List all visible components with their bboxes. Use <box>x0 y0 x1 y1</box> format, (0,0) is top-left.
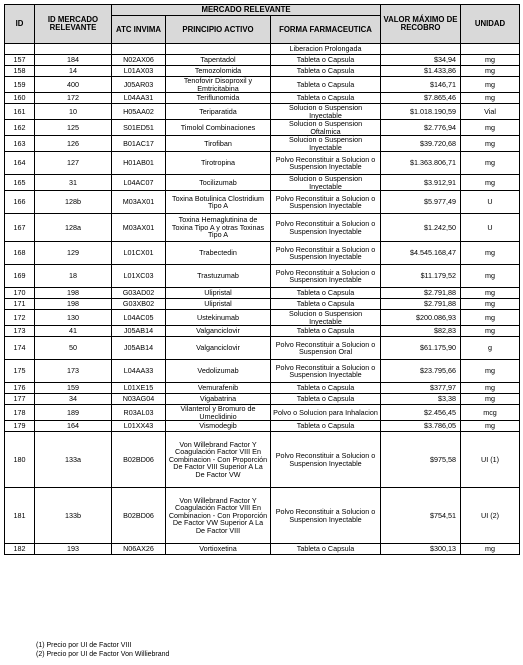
cell-mercado: 184 <box>35 55 112 66</box>
footnote-1: (1) Precio por UI de Factor VIII <box>36 642 132 649</box>
cell-id: 163 <box>5 136 35 152</box>
cell-principio: Tirofiban <box>166 136 271 152</box>
continuation-row <box>5 44 520 55</box>
cell-mercado: 34 <box>35 394 112 405</box>
cell-mercado: 126 <box>35 136 112 152</box>
table-row <box>5 152 520 175</box>
header-valor: VALOR MÁXIMO DE RECOBRO <box>381 5 461 44</box>
price-table <box>4 4 520 555</box>
cell-valor: $23.795,66 <box>381 360 461 383</box>
cell-id: 174 <box>5 337 35 360</box>
table-row <box>5 214 520 242</box>
cell-mercado: 31 <box>35 175 112 191</box>
cell-atc: N06AX26 <box>112 544 166 555</box>
cell-id: 181 <box>5 488 35 544</box>
cell-valor: $11.179,52 <box>381 265 461 288</box>
cell-atc: N02AX06 <box>112 55 166 66</box>
cell-principio: Toxina Hemaglutinina de Toxina Tipo A y otras Toxinas Tipo A <box>166 214 271 242</box>
cell-unidad: Vial <box>461 104 520 120</box>
cell-forma: Solucion o Suspension Inyectable <box>271 104 381 120</box>
table-row <box>5 360 520 383</box>
cell-id: 173 <box>5 326 35 337</box>
cell-unidad: UI (2) <box>461 488 520 544</box>
cell-forma: Solucion o Suspension Oftalmica <box>271 120 381 136</box>
cell-forma: Tableta o Capsula <box>271 326 381 337</box>
cell-atc: L04AA31 <box>112 93 166 104</box>
cell-mercado: 129 <box>35 242 112 265</box>
cell-valor: $61.175,90 <box>381 337 461 360</box>
cell-atc: S01ED51 <box>112 120 166 136</box>
cell-unidad: mg <box>461 299 520 310</box>
cell-id: 157 <box>5 55 35 66</box>
header-id-mercado: ID MERCADO RELEVANTE <box>35 5 112 44</box>
table-row <box>5 326 520 337</box>
cell-unidad: mcg <box>461 405 520 421</box>
header-forma: FORMA FARMACEUTICA <box>271 16 381 44</box>
cell-id: 167 <box>5 214 35 242</box>
cell-unidad: mg <box>461 93 520 104</box>
cell-id: 172 <box>5 310 35 326</box>
cell-principio: Tocilizumab <box>166 175 271 191</box>
cell-id: 165 <box>5 175 35 191</box>
table-row <box>5 242 520 265</box>
cell-forma: Polvo Reconstituir a Solucion o Suspension Inyectable <box>271 214 381 242</box>
cell-unidad: mg <box>461 152 520 175</box>
cell-valor: $2.776,94 <box>381 120 461 136</box>
cell-principio: Ulipristal <box>166 288 271 299</box>
table-row <box>5 299 520 310</box>
cell-principio: Vemurafenib <box>166 383 271 394</box>
table-row <box>5 93 520 104</box>
cell-atc: L04AC05 <box>112 310 166 326</box>
cell-atc: N03AG04 <box>112 394 166 405</box>
cell-atc: H01AB01 <box>112 152 166 175</box>
cell-valor: $754,51 <box>381 488 461 544</box>
header-mercado-relevante: MERCADO RELEVANTE <box>112 5 381 16</box>
cell-principio: Toxina Botulinica Clostridium Tipo A <box>166 191 271 214</box>
cell-unidad: mg <box>461 242 520 265</box>
cell-id: 178 <box>5 405 35 421</box>
cell-forma: Tableta o Capsula <box>271 77 381 93</box>
cell-mercado: 173 <box>35 360 112 383</box>
continuation-forma: Liberacion Prolongada <box>271 44 381 55</box>
cell-mercado: 164 <box>35 421 112 432</box>
cell-forma: Polvo Reconstituir a Solucion o Suspension Inyectable <box>271 488 381 544</box>
cell-atc: B01AC17 <box>112 136 166 152</box>
cell-forma: Tableta o Capsula <box>271 299 381 310</box>
cell-unidad: mg <box>461 136 520 152</box>
cell-valor: $34,94 <box>381 55 461 66</box>
cell-atc: B02BD06 <box>112 488 166 544</box>
cell-mercado: 400 <box>35 77 112 93</box>
cell-atc: L04AC07 <box>112 175 166 191</box>
cell-principio: Teriparatida <box>166 104 271 120</box>
cell-valor: $975,58 <box>381 432 461 488</box>
cell-forma: Tableta o Capsula <box>271 288 381 299</box>
cell-atc: B02BD06 <box>112 432 166 488</box>
cell-forma: Tableta o Capsula <box>271 383 381 394</box>
table-row <box>5 265 520 288</box>
table-row <box>5 432 520 488</box>
cell-atc: H05AA02 <box>112 104 166 120</box>
cell-principio: Temozolomida <box>166 66 271 77</box>
cell-valor: $200.086,93 <box>381 310 461 326</box>
cell-forma: Polvo Reconstituir a Solucion o Suspension Inyectable <box>271 242 381 265</box>
cell-forma: Solucion o Suspension Inyectable <box>271 136 381 152</box>
cell-principio: Vilanterol y Bromuro de Umeclidinio <box>166 405 271 421</box>
cell-atc: L01XX43 <box>112 421 166 432</box>
table-row <box>5 337 520 360</box>
cell-id: 180 <box>5 432 35 488</box>
cell-principio: Trastuzumab <box>166 265 271 288</box>
cell-valor: $5.977,49 <box>381 191 461 214</box>
cell-valor: $3,38 <box>381 394 461 405</box>
cell-mercado: 128a <box>35 214 112 242</box>
cell-unidad: g <box>461 337 520 360</box>
cell-atc: L01AX03 <box>112 66 166 77</box>
table-row <box>5 394 520 405</box>
cell-id: 176 <box>5 383 35 394</box>
cell-forma: Polvo Reconstituir a Solucion o Suspension Inyectable <box>271 360 381 383</box>
footnotes <box>36 642 169 659</box>
cell-mercado: 10 <box>35 104 112 120</box>
header-id: ID <box>5 5 35 44</box>
cell-principio: Valganciclovir <box>166 326 271 337</box>
cell-unidad: mg <box>461 310 520 326</box>
cell-valor: $82,83 <box>381 326 461 337</box>
cell-forma: Tableta o Capsula <box>271 93 381 104</box>
cell-principio: Vismodegib <box>166 421 271 432</box>
cell-id: 170 <box>5 288 35 299</box>
cell-principio: Tirotropina <box>166 152 271 175</box>
footnote-2: (2) Precio por UI de Factor Von Williebrand <box>36 650 170 658</box>
table-row <box>5 310 520 326</box>
header-atc: ATC INVIMA <box>112 16 166 44</box>
cell-mercado: 128b <box>35 191 112 214</box>
table-body <box>5 44 520 555</box>
cell-id: 175 <box>5 360 35 383</box>
cell-unidad: mg <box>461 544 520 555</box>
cell-mercado: 189 <box>35 405 112 421</box>
table-row <box>5 120 520 136</box>
cell-id: 168 <box>5 242 35 265</box>
cell-mercado: 41 <box>35 326 112 337</box>
table-row <box>5 66 520 77</box>
cell-atc: L01XE15 <box>112 383 166 394</box>
cell-forma: Solucion o Suspension Inyectable <box>271 310 381 326</box>
cell-unidad: mg <box>461 265 520 288</box>
cell-principio: Vigabatrina <box>166 394 271 405</box>
cell-unidad: mg <box>461 120 520 136</box>
cell-mercado: 133b <box>35 488 112 544</box>
cell-mercado: 125 <box>35 120 112 136</box>
cell-principio: Tenofovir Disoproxil y Emtricitabina <box>166 77 271 93</box>
cell-valor: $2.791,88 <box>381 299 461 310</box>
cell-unidad: mg <box>461 326 520 337</box>
cell-mercado: 198 <box>35 299 112 310</box>
cell-unidad: mg <box>461 394 520 405</box>
cell-mercado: 18 <box>35 265 112 288</box>
cell-unidad: mg <box>461 66 520 77</box>
cell-unidad: mg <box>461 288 520 299</box>
table-row <box>5 55 520 66</box>
cell-id: 161 <box>5 104 35 120</box>
cell-unidad: mg <box>461 175 520 191</box>
table-row <box>5 175 520 191</box>
cell-atc: L04AA33 <box>112 360 166 383</box>
cell-id: 164 <box>5 152 35 175</box>
cell-id: 162 <box>5 120 35 136</box>
cell-atc: L01CX01 <box>112 242 166 265</box>
cell-atc: J05AB14 <box>112 326 166 337</box>
table-row <box>5 191 520 214</box>
cell-forma: Tableta o Capsula <box>271 55 381 66</box>
cell-principio: Ulipristal <box>166 299 271 310</box>
cell-valor: $1.433,86 <box>381 66 461 77</box>
header-unidad: UNIDAD <box>461 5 520 44</box>
cell-unidad: mg <box>461 421 520 432</box>
table-row <box>5 488 520 544</box>
table-row <box>5 405 520 421</box>
cell-mercado: 50 <box>35 337 112 360</box>
cell-valor: $1.363.806,71 <box>381 152 461 175</box>
cell-valor: $2.456,45 <box>381 405 461 421</box>
cell-valor: $300,13 <box>381 544 461 555</box>
table-row <box>5 104 520 120</box>
cell-valor: $3.912,91 <box>381 175 461 191</box>
cell-valor: $2.791,88 <box>381 288 461 299</box>
cell-forma: Polvo Reconstituir a Solucion o Suspension Inyectable <box>271 265 381 288</box>
cell-atc: G03AD02 <box>112 288 166 299</box>
cell-valor: $377,97 <box>381 383 461 394</box>
cell-atc: M03AX01 <box>112 214 166 242</box>
cell-principio: Tapentadol <box>166 55 271 66</box>
cell-principio: Vortioxetina <box>166 544 271 555</box>
cell-id: 166 <box>5 191 35 214</box>
cell-unidad: mg <box>461 77 520 93</box>
cell-forma: Tableta o Capsula <box>271 66 381 77</box>
cell-atc: M03AX01 <box>112 191 166 214</box>
cell-forma: Polvo Reconstituir a Solucion o Suspension Inyectable <box>271 191 381 214</box>
cell-id: 182 <box>5 544 35 555</box>
cell-mercado: 159 <box>35 383 112 394</box>
cell-forma: Polvo Reconstituir a Solucion o Suspension Oral <box>271 337 381 360</box>
cell-principio: Ustekinumab <box>166 310 271 326</box>
cell-unidad: mg <box>461 55 520 66</box>
table-row <box>5 77 520 93</box>
cell-id: 160 <box>5 93 35 104</box>
cell-id: 158 <box>5 66 35 77</box>
cell-valor: $39.720,68 <box>381 136 461 152</box>
table-row <box>5 383 520 394</box>
cell-principio: Timolol Combinaciones <box>166 120 271 136</box>
cell-mercado: 172 <box>35 93 112 104</box>
cell-mercado: 14 <box>35 66 112 77</box>
cell-mercado: 198 <box>35 288 112 299</box>
cell-principio: Von Willebrand Factor Y Coagulación Factor VIII En Combinacion - Con Proporción De Factor VW Superior A La De Factor VIII <box>166 488 271 544</box>
cell-forma: Polvo Reconstituir a Solucion o Suspension Inyectable <box>271 432 381 488</box>
cell-id: 169 <box>5 265 35 288</box>
cell-id: 177 <box>5 394 35 405</box>
cell-atc: R03AL03 <box>112 405 166 421</box>
cell-principio: Trabectedin <box>166 242 271 265</box>
cell-mercado: 193 <box>35 544 112 555</box>
cell-unidad: mg <box>461 360 520 383</box>
cell-atc: J05AB14 <box>112 337 166 360</box>
cell-unidad: U <box>461 191 520 214</box>
cell-atc: G03XB02 <box>112 299 166 310</box>
cell-principio: Valganciclovir <box>166 337 271 360</box>
cell-principio: Teriflunomida <box>166 93 271 104</box>
cell-atc: J05AR03 <box>112 77 166 93</box>
cell-unidad: mg <box>461 383 520 394</box>
table-row <box>5 544 520 555</box>
cell-id: 171 <box>5 299 35 310</box>
cell-atc: L01XC03 <box>112 265 166 288</box>
cell-valor: $3.786,05 <box>381 421 461 432</box>
cell-forma: Polvo Reconstituir a Solucion o Suspension Inyectable <box>271 152 381 175</box>
cell-valor: $146,71 <box>381 77 461 93</box>
cell-mercado: 130 <box>35 310 112 326</box>
cell-mercado: 133a <box>35 432 112 488</box>
cell-forma: Polvo o Solucion para Inhalacion <box>271 405 381 421</box>
cell-principio: Vedolizumab <box>166 360 271 383</box>
cell-id: 159 <box>5 77 35 93</box>
table-row <box>5 136 520 152</box>
cell-valor: $4.545.168,47 <box>381 242 461 265</box>
cell-principio: Von Willebrand Factor Y Coagulación Factor VIII En Combinacion - Con Proporción De Factor VIII Superior A La De Factor VW <box>166 432 271 488</box>
table-row <box>5 288 520 299</box>
cell-forma: Solucion o Suspension Inyectable <box>271 175 381 191</box>
cell-forma: Tableta o Capsula <box>271 394 381 405</box>
cell-valor: $1.242,50 <box>381 214 461 242</box>
cell-forma: Tableta o Capsula <box>271 544 381 555</box>
cell-mercado: 127 <box>35 152 112 175</box>
cell-id: 179 <box>5 421 35 432</box>
cell-unidad: U <box>461 214 520 242</box>
cell-forma: Tableta o Capsula <box>271 421 381 432</box>
cell-valor: $7.865,46 <box>381 93 461 104</box>
header-principio: PRINCIPIO ACTIVO <box>166 16 271 44</box>
table-row <box>5 421 520 432</box>
cell-valor: $1.018.190,59 <box>381 104 461 120</box>
cell-unidad: UI (1) <box>461 432 520 488</box>
